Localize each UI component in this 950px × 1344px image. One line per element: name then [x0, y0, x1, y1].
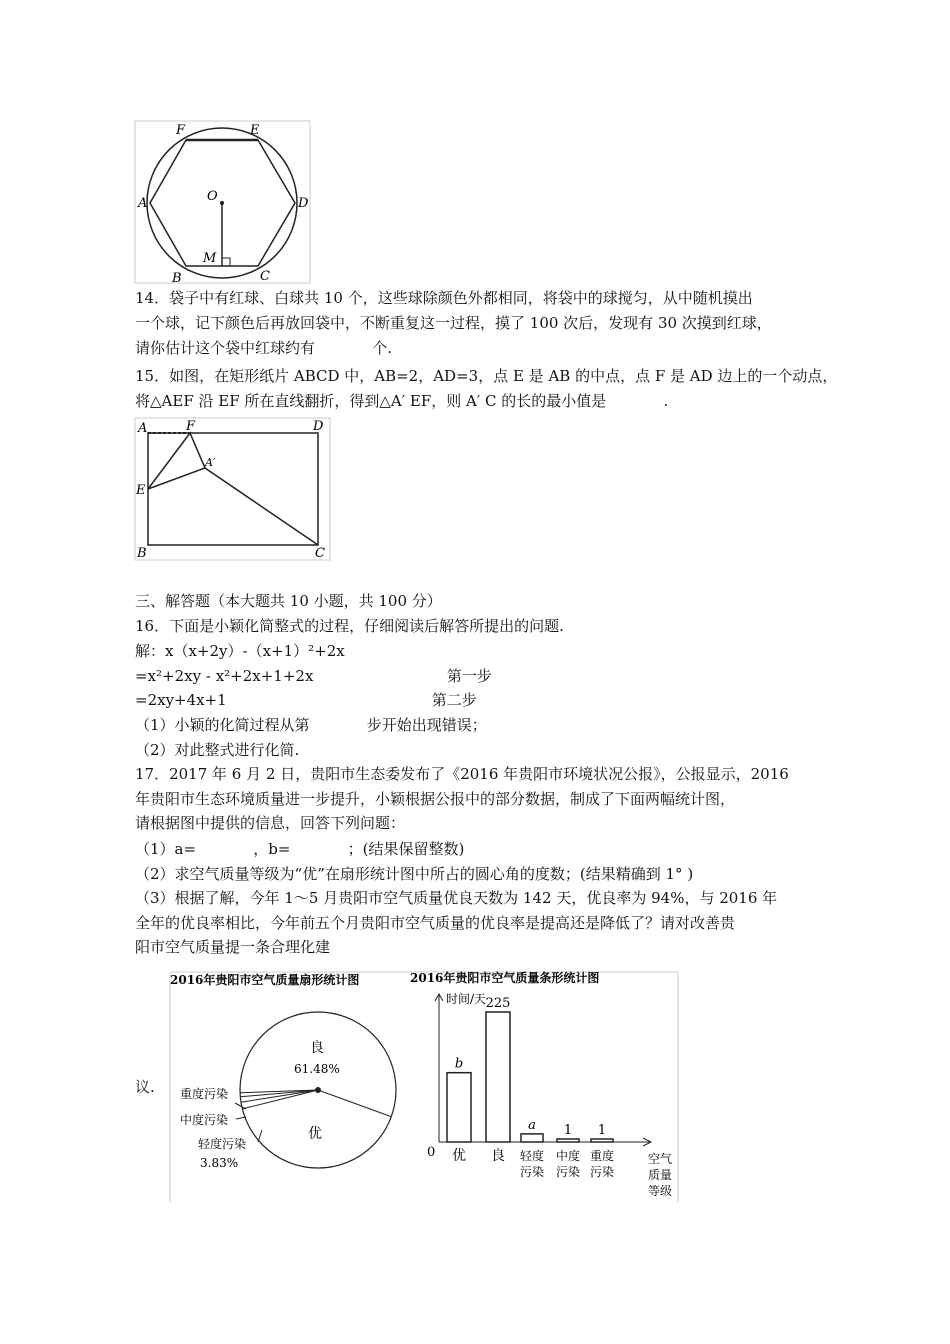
q17-line-6: （3）根据了解，今年 1～5 月贵阳市空气质量优良天数为 142 天，优良率为 94%，与 2016 年 — [135, 889, 778, 907]
pie-label-heavy: 重度污染 — [180, 1087, 229, 1101]
q14-line-3: 请你估计这个袋中红球约有 个. — [135, 339, 392, 357]
x-tick-label: 优 — [452, 1148, 466, 1164]
q17-line-7: 全年的优良率相比，今年前五个月贵阳市空气质量的优良率是提高还是降低了？请对改善贵 — [135, 914, 736, 932]
label-b: B — [172, 271, 182, 285]
q16-line-5: （1）小颖的化简过程从第 步开始出现错误； — [135, 716, 487, 734]
pie-label-light: 轻度污染 — [198, 1137, 247, 1151]
hexagon-circle-figure — [134, 120, 314, 285]
label-c: C — [315, 546, 325, 561]
label-d: D — [313, 419, 324, 434]
pie-label-good-pct: 61.48% — [294, 1062, 340, 1076]
label-f: F — [176, 123, 186, 138]
x-axis-label-3: 等级 — [648, 1184, 673, 1198]
q14-line-1: 14．袋子中有红球、白球共 10 个，这些球除颜色外都相同，将袋中的球搅匀，从中随机摸出 — [135, 289, 753, 307]
q17-line-5: （2）求空气质量等级为“优”在扇形统计图中所占的圆心角的度数；(结果精确到 1° ) — [135, 865, 694, 883]
label-b: B — [137, 546, 147, 561]
bar-value-label: 1 — [563, 1123, 573, 1138]
x-tick-label: 污染 — [589, 1165, 615, 1179]
q17-line-2: 年贵阳市生态环境质量进一步提升，小颖根据公报中的部分数据，制成了下面两幅统计图， — [135, 790, 736, 808]
x-axis-label-1: 空气 — [648, 1152, 673, 1166]
q17-line-1: 17．2017 年 6 月 2 日，贵阳市生态委发布了《2016 年贵阳市环境状况公报》，公报显示，2016 — [135, 765, 789, 783]
x-tick-label: 重度 — [589, 1149, 615, 1163]
x-tick-label: 污染 — [555, 1165, 581, 1179]
label-c: C — [260, 269, 270, 284]
pie-label-good: 良 — [310, 1040, 324, 1056]
q17-line-4: （1）a= ，b= ；(结果保留整数) — [135, 840, 465, 858]
label-e: E — [250, 123, 260, 138]
pie-label-excellent: 优 — [308, 1126, 322, 1142]
pie-label-light-pct: 3.83% — [200, 1156, 239, 1170]
label-m: M — [203, 251, 217, 266]
label-a: A — [138, 196, 148, 211]
q17-line-3: 请根据图中提供的信息，回答下列问题： — [135, 814, 406, 832]
pie-sector-boundary — [318, 1090, 391, 1117]
q16-line-6: （2）对此整式进行化简. — [135, 741, 300, 759]
pie-chart — [240, 1012, 396, 1168]
rectangle-fold-figure — [134, 416, 334, 562]
q16-line-2: 解：x（x+2y）-（x+1）²+2x — [135, 642, 345, 660]
label-o: O — [207, 189, 218, 204]
bar-2 — [521, 1134, 543, 1142]
q14-line-2: 一个球，记下颜色后再放回袋中，不断重复这一过程，摸了 100 次后，发现有 30 次摸到红球， — [135, 314, 772, 332]
x-tick-label: 中度 — [555, 1149, 581, 1163]
y-axis-label: 时间/天 — [446, 992, 487, 1006]
label-f: F — [186, 419, 196, 434]
label-e: E — [136, 483, 146, 498]
q15-line-1: 15．如图，在矩形纸片 ABCD 中，AB=2，AD=3，点 E 是 AB 的中点，点 F 是 AD 边上的一个动点， — [135, 367, 838, 385]
x-tick-label: 轻度 — [519, 1149, 545, 1163]
q16-line-4: =2xy+4x+1 第二步 — [135, 691, 477, 709]
q16-line-3: =x²+2xy - x²+2x+1+2x 第一步 — [135, 667, 492, 685]
x-tick-label: 污染 — [519, 1165, 545, 1179]
label-d: D — [298, 196, 309, 211]
bar-3 — [557, 1139, 579, 1142]
bar-value-label: a — [528, 1117, 536, 1133]
label-a: A — [138, 421, 148, 436]
origin-label: 0 — [427, 1145, 436, 1160]
q17-line-8: 阳市空气质量提一条合理化建 — [135, 938, 331, 956]
label-a-prime: A′ — [205, 456, 216, 469]
bar-value-label: b — [454, 1056, 464, 1072]
bar-0 — [447, 1073, 471, 1142]
bar-1 — [486, 1012, 510, 1142]
q16-line-1: 16．下面是小颖化简整式的过程，仔细阅读后解答所提出的问题. — [135, 617, 564, 635]
bar-value-label: 225 — [485, 996, 511, 1011]
pie-chart-title: 2016年贵阳市空气质量扇形统计图 — [170, 973, 360, 987]
pie-label-medium: 中度污染 — [180, 1113, 229, 1127]
bar-chart-title: 2016年贵阳市空气质量条形统计图 — [410, 971, 600, 985]
q17-line-tail: 议. — [135, 1078, 155, 1096]
statistics-charts — [165, 965, 685, 1205]
bar-value-label: 1 — [597, 1123, 607, 1138]
bar-4 — [591, 1139, 613, 1142]
x-tick-label: 良 — [491, 1148, 505, 1164]
section-3-heading: 三、解答题（本大题共 10 小题，共 100 分） — [135, 592, 442, 610]
x-axis-label-2: 质量 — [648, 1168, 673, 1182]
q15-line-2: 将△AEF 沿 EF 所在直线翻折，得到△A′ EF，则 A′ C 的长的最小值是 . — [135, 392, 669, 410]
